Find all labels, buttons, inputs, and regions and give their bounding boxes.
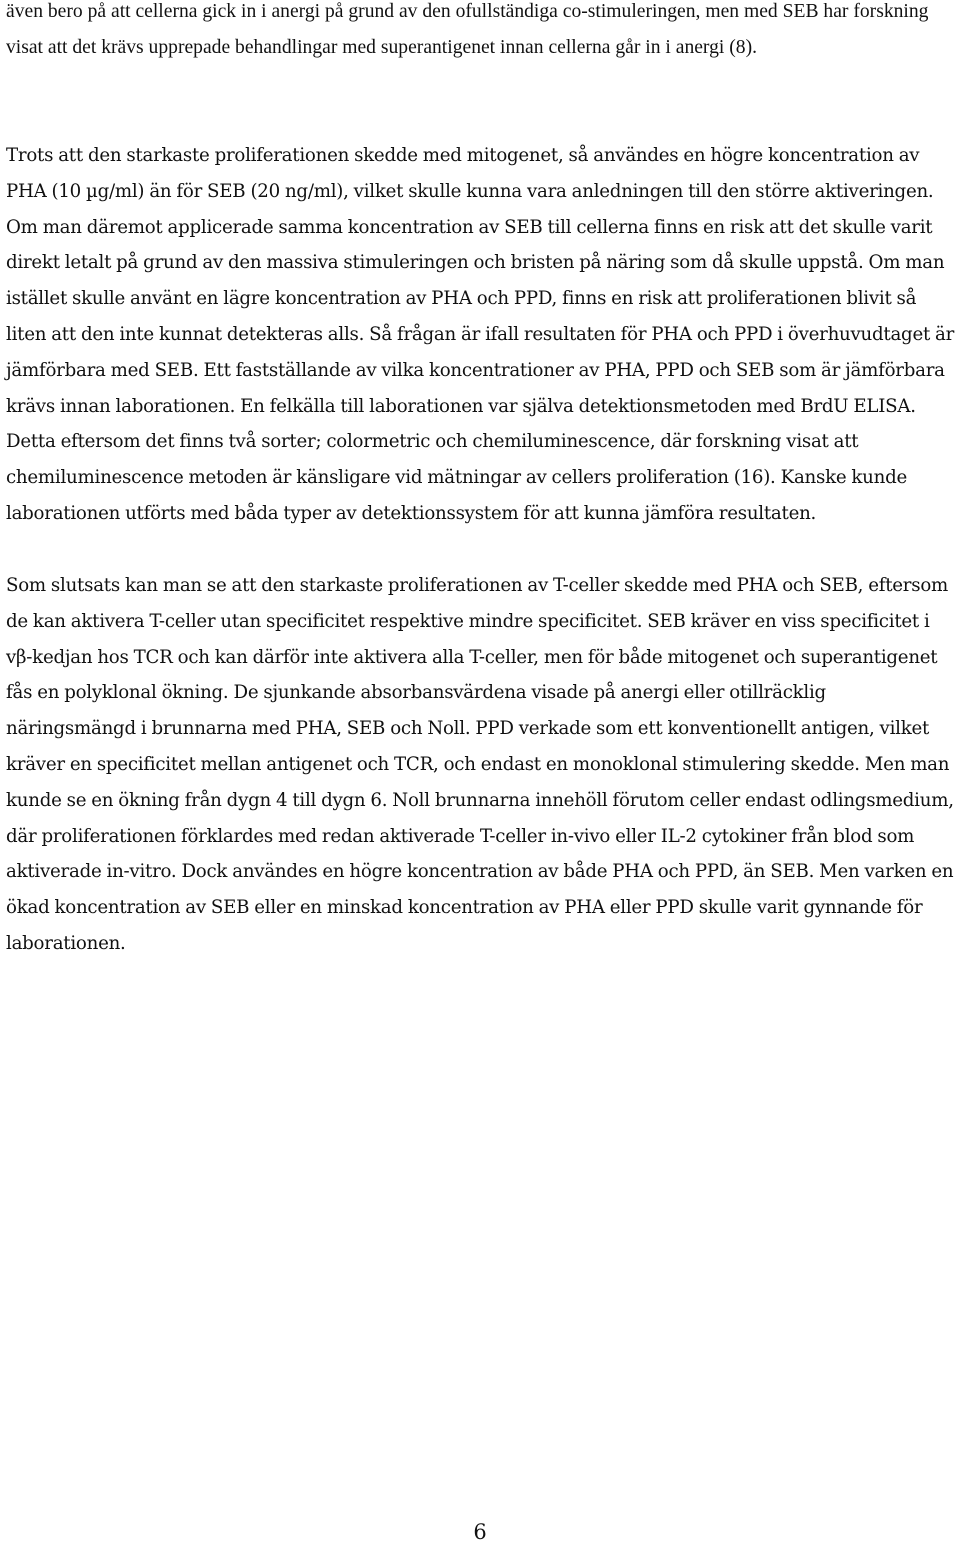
- paragraph-discussion: Trots att den starkaste proliferationen skedde med mitogenet, så användes en högre koncentration av PHA (10 µg/ml) än för SEB (20 ng/ml), vilket skulle kunna vara anledningen till den större aktiveringen. Om man däremot applicerade samma koncentration av SEB till cellerna finns en risk att det skulle varit direkt letalt på grund av den massiva stimuleringen och bristen på näring som då skulle uppstå. Om man istället skulle använt en lägre koncentration av PHA och PPD, finns en risk att proliferationen blivit så liten att den inte kunnat detekteras alls. Så frågan är ifall resultaten för PHA och PPD i överhuvudtaget är jämförbara med SEB. Ett fastställande av vilka koncentrationer av PHA, PPD och SEB som är jämförbara krävs innan laborationen. En felkälla till laborationen var själva detektionsmetoden med BrdU ELISA. Detta eftersom det finns två sorter; colormetric och chemiluminescence, där forskning visat att chemiluminescence metoden är känsligare vid mätningar av cellers proliferation (16). Kanske kunde laborationen utförts med båda typer av detektionssystem för att kunna jämföra resultaten.: [6, 145, 955, 524]
- page-number: 6: [473, 1520, 487, 1544]
- paragraph-conclusion: Som slutsats kan man se att den starkaste proliferationen av T-celler skedde med PHA och SEB, eftersom de kan aktivera T-celler utan specificitet respektive mindre specificitet. SEB kräver en viss specificitet i vβ-kedjan hos TCR och kan därför inte aktivera alla T-celler, men för både mitogenet och superantigenet fås en polyklonal ökning. De sjunkande absorbansvärdena visade på anergi eller otillräcklig näringsmängd i brunnarna med PHA, SEB och Noll. PPD verkade som ett konventionellt antigen, vilket kräver en specificitet mellan antigenet och TCR, och endast en monoklonal stimulering skedde. Men man kunde se en ökning från dygn 4 till dygn 6. Noll brunnarna innehöll förutom celler endast odlingsmedium, där proliferationen förklardes med redan aktiverade T-celler in-vivo eller IL-2 cytokiner från blod som aktiverade in-vitro. Dock användes en högre koncentration av både PHA och PPD, än SEB. Men varken en ökad koncentration av SEB eller en minskad koncentration av PHA eller PPD skulle varit gynnande för laborationen.: [6, 575, 954, 954]
- paragraph-intro: även bero på att cellerna gick in i anergi på grund av den ofullständiga co-stimuleringen, men med SEB har forskning visat att det krävs upprepade behandlingar med superantigenet innan cellerna går in i anergi (8).: [6, 1, 929, 58]
